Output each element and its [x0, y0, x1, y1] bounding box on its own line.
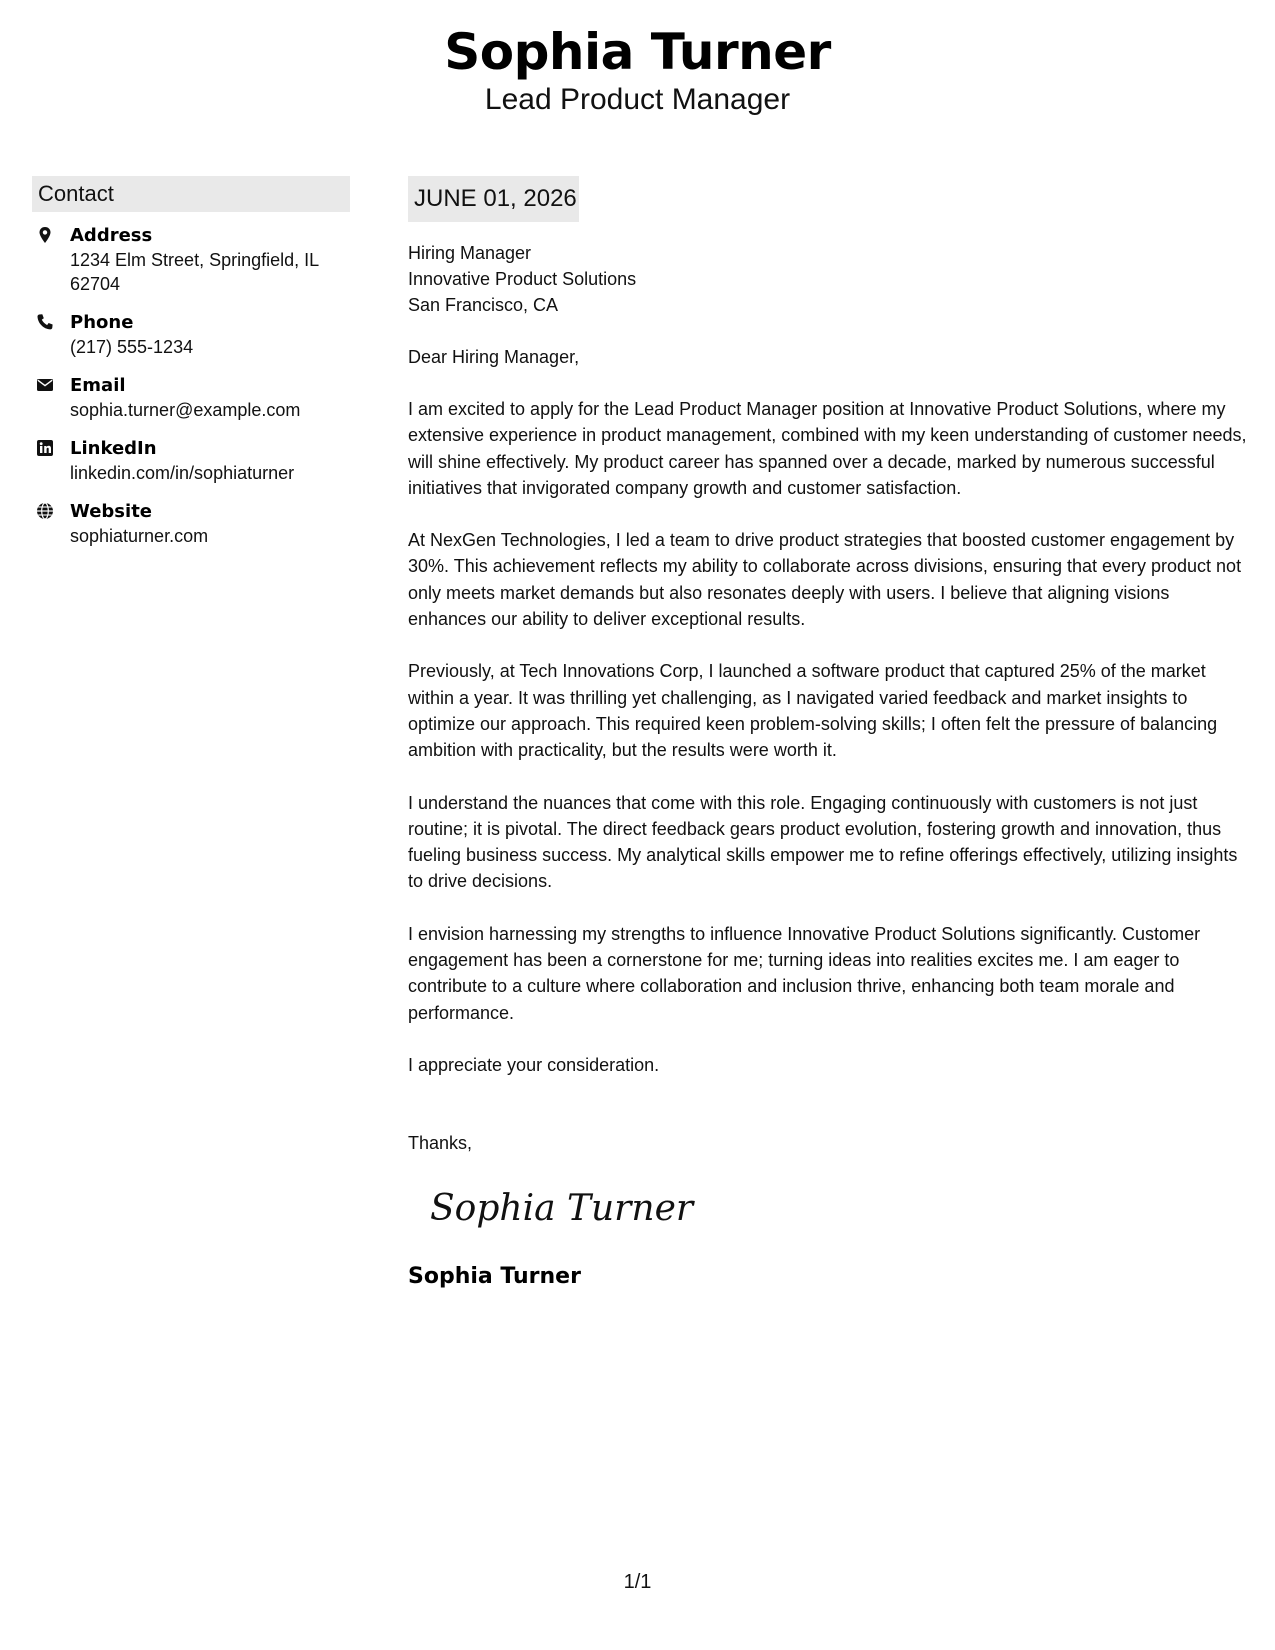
- contact-value: (217) 555-1234: [70, 337, 194, 357]
- contact-item-website: [32, 500, 350, 548]
- contact-value: linkedin.com/in/sophiaturner: [70, 463, 295, 483]
- contact-item-linkedin: [32, 437, 350, 485]
- contact-value: sophiaturner.com: [70, 526, 209, 546]
- contact-item-address: [32, 224, 350, 296]
- contact-label: Address: [70, 225, 153, 246]
- signed-name: Sophia Turner: [408, 1264, 581, 1290]
- contact-label: Website: [70, 501, 153, 522]
- recipient-block: [408, 240, 1250, 318]
- candidate-name: Sophia Turner: [444, 23, 831, 81]
- letter-body: [408, 176, 1250, 1291]
- page-number: 1/1: [623, 1571, 652, 1593]
- contact-item-email: [32, 374, 350, 422]
- letter-date: JUNE 01, 2026: [408, 176, 579, 222]
- contact-label: Phone: [70, 312, 134, 333]
- page-header: [0, 22, 1275, 118]
- contact-sidebar: [32, 176, 350, 563]
- candidate-title: Lead Product Manager: [484, 83, 791, 116]
- globe-icon: [36, 502, 54, 520]
- contact-item-phone: [32, 311, 350, 359]
- contact-value: sophia.turner@example.com: [70, 400, 301, 420]
- letter-paragraph: I envision harnessing my strengths to influence Innovative Product Solutions significantly. Customer engagement has been a cornerstone for me; turning ideas into realities excites me. I am eager to contribute to a culture where collaboration and inclusion thrive, enhancing both team morale and performance.: [408, 923, 1201, 1023]
- contact-heading: Contact: [32, 176, 350, 212]
- phone-icon: [36, 313, 54, 331]
- closing: Thanks,: [408, 1133, 473, 1154]
- contact-value: 1234 Elm Street, Springfield, IL 62704: [70, 250, 319, 294]
- contact-label: LinkedIn: [70, 438, 157, 459]
- salutation: Dear Hiring Manager,: [408, 347, 580, 367]
- letter-paragraph: I appreciate your consideration.: [408, 1054, 660, 1075]
- map-pin-icon: [36, 226, 54, 244]
- envelope-icon: [36, 376, 54, 394]
- contact-label: Email: [70, 375, 126, 396]
- signature-text: Sophia Turner: [430, 1188, 694, 1230]
- letter-paragraph: At NexGen Technologies, I led a team to drive product strategies that boosted customer engagement by 30%. This achievement reflects my ability to collaborate across divisions, ensuring that every product not only meets market demands but also resonates deeply with users. I believe that aligning visions enhances our ability to deliver exceptional results.: [408, 530, 1242, 630]
- recipient-line: Hiring Manager: [408, 243, 532, 263]
- handwritten-signature: [426, 1178, 694, 1238]
- letter-paragraph: I understand the nuances that come with this role. Engaging continuously with customers is not just routine; it is pivotal. The direct feedback gears product evolution, fostering growth and innovation, thus fueling business success. My analytical skills empower me to refine offerings effectively, utilizing insights to drive decisions.: [408, 792, 1238, 892]
- letter-paragraph: I am excited to apply for the Lead Product Manager position at Innovative Product Solutions, where my extensive experience in product management, combined with my keen understanding of customer needs, will shine effectively. My product career has spanned over a decade, marked by numerous successful initiatives that invigorated company growth and customer satisfaction.: [408, 399, 1247, 498]
- recipient-line: San Francisco, CA: [408, 295, 559, 315]
- recipient-line: Innovative Product Solutions: [408, 269, 637, 289]
- letter-paragraph: Previously, at Tech Innovations Corp, I launched a software product that captured 25% of the market within a year. It was thrilling yet challenging, as I navigated varied feedback and market insights to optimize our approach. This required keen problem-solving skills; I often felt the pressure of balancing ambition with practicality, but the results were worth it.: [408, 661, 1218, 761]
- linkedin-icon: [36, 439, 54, 457]
